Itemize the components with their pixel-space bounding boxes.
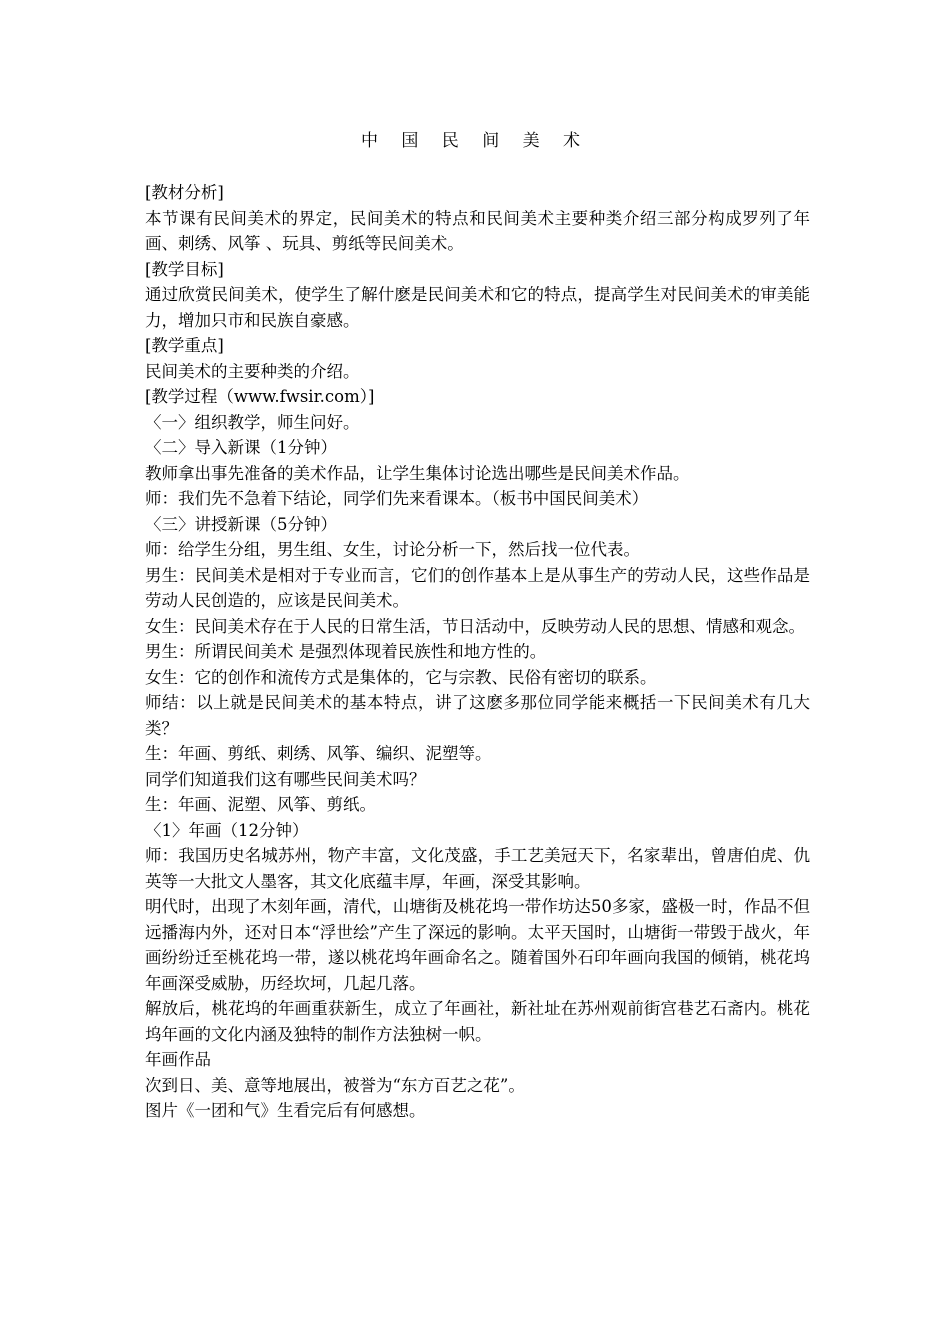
paragraph: 生：年画、剪纸、刺绣、风筝、编织、泥塑等。	[145, 744, 492, 763]
paragraph: 师结：以上就是民间美术的基本特点，讲了这麽多那位同学能来概括一下民间美术有几大类？	[145, 693, 810, 738]
paragraph: 〈一〉组织教学，师生问好。	[145, 412, 360, 432]
paragraph: 解放后，桃花坞的年画重获新生，成立了年画社，新社址在苏州观前街宫巷艺石斋内。桃花坞年画的文化内涵及独特的制作方法独树一帜。	[145, 999, 810, 1044]
paragraph: 教师拿出事先准备的美术作品，让学生集体讨论选出哪些是民间美术作品。	[145, 463, 690, 483]
paragraph: 师：我国历史名城苏州，物产丰富，文化茂盛，手工艺美冠天下，名家辈出，曾唐伯虎、仇英等一大批文人墨客，其文化底蕴丰厚，年画，深受其影响。	[145, 846, 810, 891]
section-heading-teaching-focus: [教学重点]	[145, 336, 224, 355]
paragraph: 同学们知道我们这有哪些民间美术吗？	[145, 769, 426, 789]
paragraph: 〈二〉导入新课（1分钟）	[145, 438, 337, 457]
paragraph: 男生：所谓民间美术 是强烈体现着民族性和地方性的。	[145, 642, 547, 661]
paragraph: 男生：民间美术是相对于专业而言，它们的创作基本上是从事生产的劳动人民，这些作品是劳动人民创造的，应该是民间美术。	[145, 565, 810, 610]
paragraph: 师：给学生分组，男生组、女生，讨论分析一下，然后找一位代表。	[145, 540, 640, 559]
paragraph: 通过欣赏民间美术，使学生了解什麽是民间美术和它的特点，提高学生对民间美术的审美能力，增加只市和民族自豪感。	[145, 285, 810, 330]
document-body	[145, 180, 810, 1124]
paragraph: 〈1〉年画（12分钟）	[145, 820, 309, 840]
section-heading-teaching-process: [教学过程（www.fwsir.com）]	[145, 387, 375, 406]
paragraph: 师：我们先不急着下结论，同学们先来看课本。（板书中国民间美术）	[145, 489, 649, 508]
document-title: 中 国 民 间 美 术	[360, 131, 590, 151]
paragraph: 民间美术的主要种类的介绍。	[145, 361, 360, 381]
section-heading-teaching-goals: [教学目标]	[145, 259, 224, 279]
section-heading-material-analysis: [教材分析]	[145, 183, 224, 202]
paragraph: 〈三〉讲授新课（5分钟）	[145, 514, 337, 534]
paragraph: 明代时，出现了木刻年画，清代，山塘街及桃花坞一带作坊达50多家，盛极一时，作品不但远播海内外，还对日本“浮世绘”产生了深远的影响。太平天国时，山塘街一带毁于战火，年画纷纷迁至桃花坞一带，遂以桃花坞年画命名之。随着国外石印年画向我国的倾销，桃花坞年画深受威胁，历经坎坷，几起几落。	[145, 897, 810, 993]
paragraph: 图片《一团和气》生看完后有何感想。	[145, 1101, 426, 1120]
paragraph: 本节课有民间美术的界定，民间美术的特点和民间美术主要种类介绍三部分构成罗列了年画、刺绣、风筝 、玩具、剪纸等民间美术。	[145, 208, 810, 253]
paragraph: 次到日、美、意等地展出，被誉为“东方百艺之花”。	[145, 1075, 525, 1095]
paragraph: 女生：它的创作和流传方式是集体的，它与宗教、民俗有密切的联系。	[145, 667, 657, 687]
paragraph: 生：年画、泥塑、风筝、剪纸。	[145, 795, 376, 814]
paragraph: 年画作品	[145, 1050, 211, 1069]
paragraph: 女生：民间美术存在于人民的日常生活，节日活动中，反映劳动人民的思想、情感和观念。	[145, 616, 805, 636]
